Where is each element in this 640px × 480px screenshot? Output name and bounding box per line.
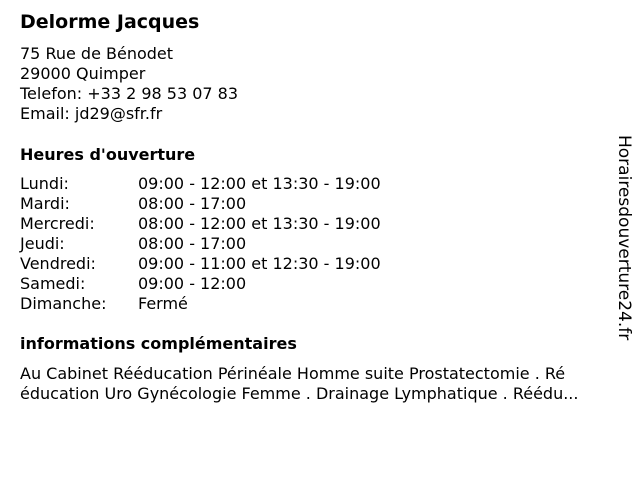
time-value: 08:00 - 12:00 et 13:30 - 19:00 bbox=[138, 214, 381, 233]
site-watermark: Horairesdouverture24.fr bbox=[614, 135, 634, 341]
time-value: 08:00 - 17:00 bbox=[138, 194, 247, 213]
day-label: Lundi: bbox=[20, 174, 69, 193]
day-label: Mercredi: bbox=[20, 214, 95, 233]
opening-hours-heading: Heures d'ouverture bbox=[20, 145, 196, 164]
info-line-2: éducation Uro Gynécologie Femme . Drainage Lymphatique . Réédu... bbox=[20, 384, 579, 403]
day-label: Mardi: bbox=[20, 194, 70, 213]
time-value: 09:00 - 12:00 et 13:30 - 19:00 bbox=[138, 174, 381, 193]
time-value: 08:00 - 17:00 bbox=[138, 234, 247, 253]
day-label: Samedi: bbox=[20, 274, 86, 293]
time-value: 09:00 - 11:00 et 12:30 - 19:00 bbox=[138, 254, 381, 273]
day-label: Dimanche: bbox=[20, 294, 107, 313]
additional-info-text bbox=[20, 364, 632, 404]
day-label: Jeudi: bbox=[20, 234, 65, 253]
email-address: Email: jd29@sfr.fr bbox=[20, 104, 163, 123]
info-line-1: Au Cabinet Rééducation Périnéale Homme suite Prostatectomie . Ré bbox=[20, 364, 566, 383]
contact-block bbox=[20, 44, 238, 124]
street-address: 75 Rue de Bénodet bbox=[20, 44, 174, 63]
additional-info-heading: informations complémentaires bbox=[20, 334, 297, 353]
phone-number: Telefon: +33 2 98 53 07 83 bbox=[20, 84, 239, 103]
business-name: Delorme Jacques bbox=[20, 11, 200, 33]
time-value: 09:00 - 12:00 bbox=[138, 274, 247, 293]
time-value: Fermé bbox=[138, 294, 188, 313]
day-label: Vendredi: bbox=[20, 254, 96, 273]
city-postcode: 29000 Quimper bbox=[20, 64, 146, 83]
